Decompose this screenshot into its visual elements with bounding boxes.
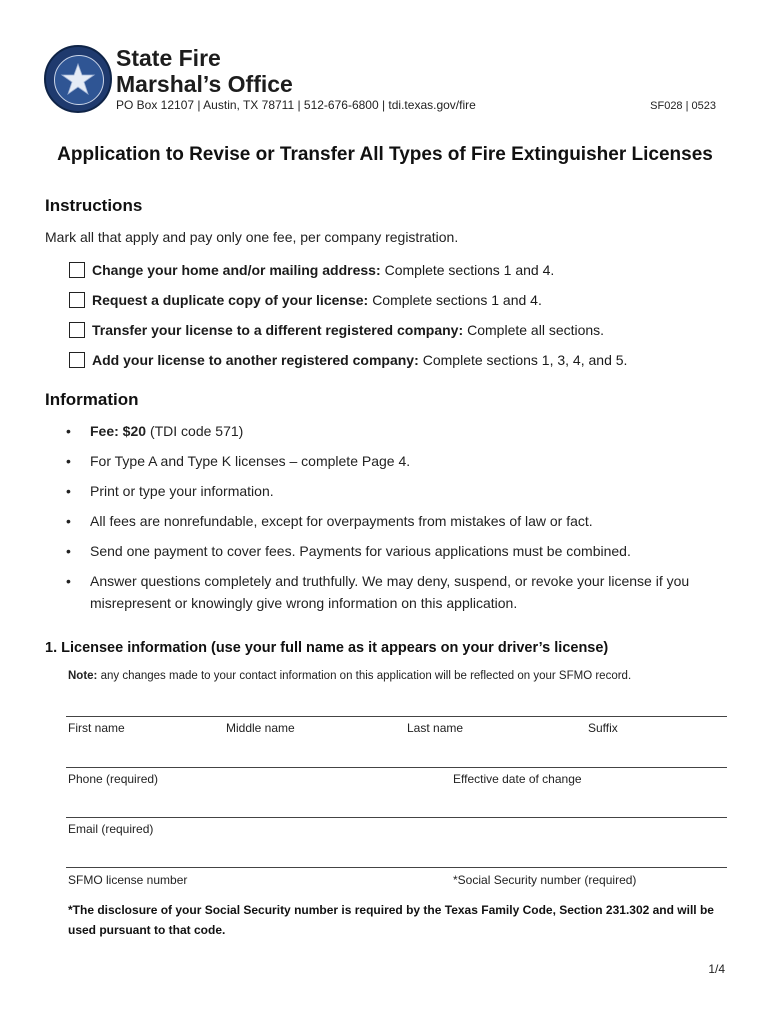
instructions-heading: Instructions [45, 196, 143, 215]
list-item [66, 450, 726, 472]
instructions-intro: Mark all that apply and pay only one fee, per company registration. [45, 229, 459, 245]
checkbox-duplicate-license[interactable] [69, 292, 85, 308]
option-transfer-license[interactable] [69, 320, 604, 340]
option-text: Complete sections 1 and 4. [372, 292, 542, 308]
page-number: 1/4 [708, 962, 725, 976]
list-item [66, 540, 726, 562]
star-icon [60, 61, 96, 97]
bullet-text: Print or type your information. [90, 483, 274, 499]
option-bold-label: Transfer your license to a different registered company: [92, 322, 464, 338]
list-item [66, 570, 726, 614]
option-text: Complete all sections. [467, 322, 605, 338]
fee-code: (TDI code 571) [149, 423, 244, 439]
checkbox-add-license[interactable] [69, 352, 85, 368]
suffix-label: Suffix [588, 721, 618, 735]
sfmo-license-field[interactable] [68, 873, 72, 897]
org-name-line1: State Fire [116, 45, 221, 71]
bullet-icon: • [66, 543, 71, 559]
email-field[interactable] [68, 841, 727, 865]
sfmo-license-label: SFMO license number [68, 873, 188, 887]
information-heading: Information [45, 390, 139, 409]
list-item [66, 480, 726, 502]
suffix-field[interactable] [588, 740, 727, 764]
org-name-line2: Marshal’s Office [116, 71, 293, 97]
bullet-text: For Type A and Type K licenses – complete Page 4. [90, 453, 411, 469]
phone-field[interactable] [68, 791, 442, 815]
middle-name-field[interactable] [226, 740, 400, 764]
effective-date-label: Effective date of change [453, 772, 582, 786]
bullet-icon: • [66, 453, 71, 469]
bullet-text: All fees are nonrefundable, except for overpayments from mistakes of law or fact. [90, 513, 593, 529]
option-bold-label: Request a duplicate copy of your license: [92, 292, 369, 308]
last-name-field[interactable] [407, 740, 581, 764]
fee-amount: Fee: $20 [90, 423, 147, 439]
state-fire-marshal-seal [44, 45, 112, 113]
effective-date-field[interactable] [453, 791, 727, 815]
list-item-fee [66, 420, 726, 442]
ssn-disclosure: *The disclosure of your Social Security number is required by the Texas Family Code, Section 231.302 and will be used pursuant to that code. [68, 903, 714, 937]
option-duplicate-license[interactable] [69, 290, 542, 310]
option-text: Complete sections 1, 3, 4, and 5. [422, 352, 628, 368]
bullet-text: Answer questions completely and truthfully. We may deny, suspend, or revoke your license if you misrepresent or knowingly give wrong information on this application. [90, 573, 690, 611]
bullet-icon: • [66, 573, 71, 589]
phone-label: Phone (required) [68, 772, 159, 786]
option-change-address[interactable] [69, 260, 554, 280]
bullet-icon: • [66, 483, 71, 499]
checkbox-change-address[interactable] [69, 262, 85, 278]
middle-name-label: Middle name [226, 721, 295, 735]
first-name-field[interactable] [68, 740, 222, 764]
first-name-label: First name [68, 721, 125, 735]
contact-info: PO Box 12107 | Austin, TX 78711 | 512-676-6800 | tdi.texas.gov/fire [116, 98, 476, 112]
option-text: Complete sections 1 and 4. [384, 262, 555, 278]
last-name-label: Last name [407, 721, 464, 735]
bullet-icon: • [66, 423, 71, 439]
divider [66, 767, 727, 768]
ssn-label: *Social Security number (required) [453, 873, 637, 887]
divider [66, 716, 727, 717]
email-label: Email (required) [68, 822, 154, 836]
note-label: Note: [68, 670, 98, 682]
divider [66, 867, 727, 868]
section1-note [68, 670, 631, 682]
form-code: SF028 | 0523 [650, 100, 716, 112]
note-text: any changes made to your contact information on this application will be reflected on your SFMO record. [100, 670, 632, 682]
list-item [66, 510, 726, 532]
checkbox-transfer-license[interactable] [69, 322, 85, 338]
divider [66, 817, 727, 818]
page-title: Application to Revise or Transfer All Types of Fire Extinguisher Licenses [57, 144, 713, 165]
section1-title: 1. Licensee information (use your full name as it appears on your driver’s license) [45, 640, 609, 656]
bullet-text: Send one payment to cover fees. Payments for various applications must be combined. [90, 543, 631, 559]
option-add-license[interactable] [69, 350, 627, 370]
option-bold-label: Add your license to another registered company: [92, 352, 419, 368]
option-bold-label: Change your home and/or mailing address: [92, 262, 381, 278]
bullet-icon: • [66, 513, 71, 529]
